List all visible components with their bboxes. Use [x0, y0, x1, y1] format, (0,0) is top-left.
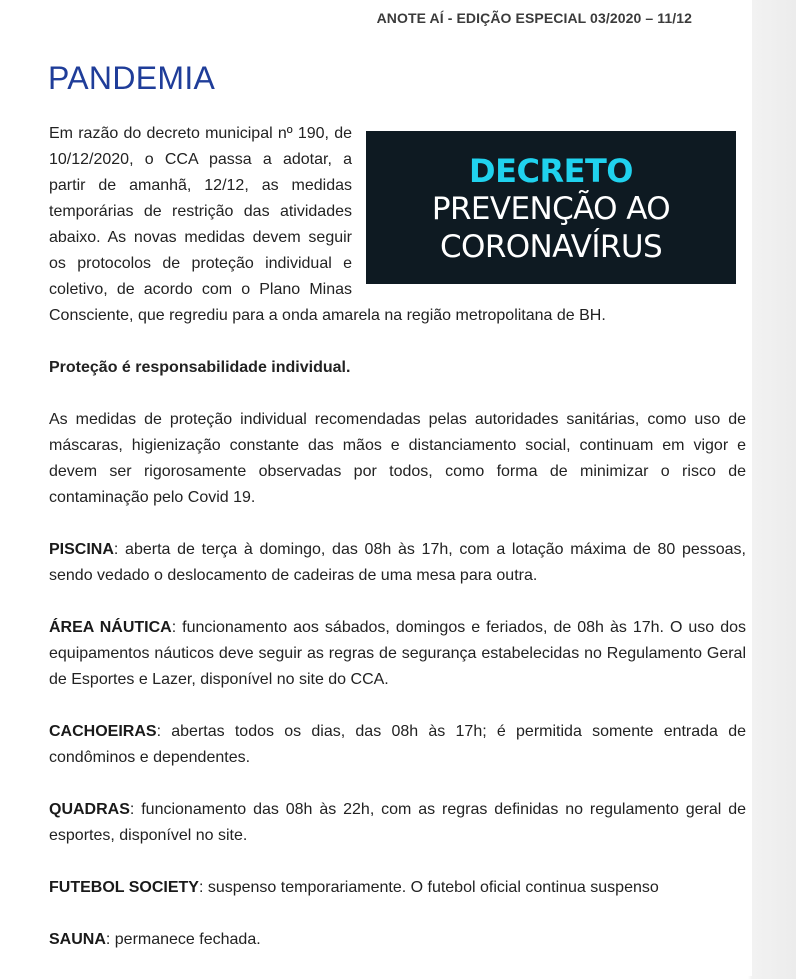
banner-coronavirus-text: CORONAVÍRUS [439, 228, 663, 265]
item-area-nautica [49, 615, 746, 693]
item-label: FUTEBOL SOCIETY [49, 879, 199, 896]
banner-decree-text: DECRETO [469, 151, 633, 190]
item-text: : funcionamento aos sábados, domingos e feriados, de 08h às 17h. O uso dos equipamentos náuticos deve seguir as regras de segurança estabelecidas no Regulamento Geral de Esportes e Lazer, disponível no site do CCA. [49, 619, 746, 688]
item-label: ÁREA NÁUTICA [49, 619, 172, 636]
item-cachoeiras [49, 719, 746, 771]
item-text: : funcionamento das 08h às 22h, com as regras definidas no regulamento geral de esportes, disponível no site. [49, 801, 746, 844]
item-text: : aberta de terça à domingo, das 08h às 17h, com a lotação máxima de 80 pessoas, sendo vedado o deslocamento de cadeiras de uma mesa para outra. [49, 541, 746, 584]
item-label: QUADRAS [49, 801, 130, 818]
item-piscina [49, 537, 746, 589]
article-body [49, 121, 746, 979]
intro-paragraph: Em razão do decreto municipal nº 190, de 10/12/2020, o CCA passa a adotar, a partir de amanhã, 12/12, as medidas temporárias de restrição das atividades abaixo. As novas medidas devem seguir os protocolos de proteção individual e coletivo, de acordo com o Plano Minas Consciente, que regrediu para a onda amarela na região metropolitana de BH. [49, 125, 606, 324]
item-label: SAUNA [49, 931, 106, 948]
page-title: PANDEMIA [48, 60, 216, 96]
item-label: PISCINA [49, 541, 114, 558]
edition-header: ANOTE AÍ - EDIÇÃO ESPECIAL 03/2020 – 11/12 [376, 10, 692, 26]
item-text: : abertas todos os dias, das 08h às 17h; é permitida somente entrada de condôminos e dependentes. [49, 723, 746, 766]
item-text: : suspenso temporariamente. O futebol oficial continua suspenso [198, 879, 659, 896]
item-label: CACHOEIRAS [49, 723, 157, 740]
item-sauna [49, 927, 746, 953]
item-futebol-society [49, 875, 746, 901]
decree-banner-image [366, 131, 736, 284]
protection-paragraph: As medidas de proteção individual recomendadas pelas autoridades sanitárias, como uso de máscaras, higienização constante das mãos e distanciamento social, continuam em vigor e devem ser rigorosamente observadas por todos, como forma de minimizar o risco de contaminação pelo Covid 19. [49, 411, 746, 506]
item-quadras [49, 797, 746, 849]
protection-heading: Proteção é responsabilidade individual. [49, 359, 351, 376]
item-text: : permanece fechada. [105, 931, 261, 948]
banner-prevention-text: PREVENÇÃO AO [431, 190, 671, 227]
